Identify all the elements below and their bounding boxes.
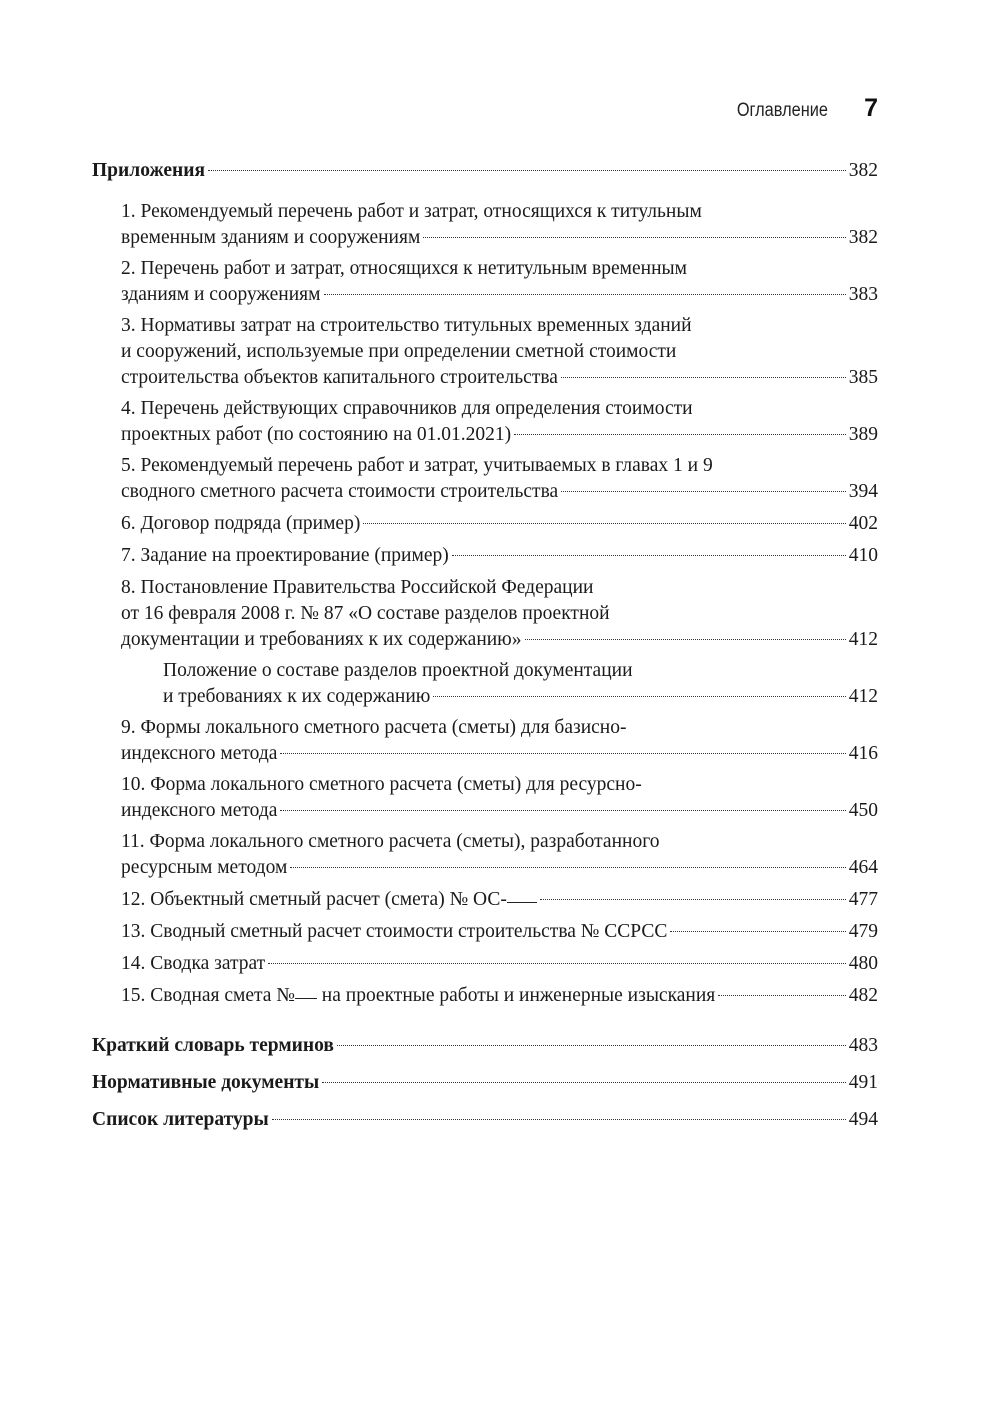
toc-page-number: 477 — [848, 889, 878, 910]
dot-leader — [561, 377, 846, 378]
blank-underline — [507, 902, 537, 903]
dot-leader — [452, 555, 846, 556]
toc-entry-last-line: зданиям и сооружениям — [121, 284, 321, 305]
toc-page-number: 383 — [848, 284, 878, 305]
toc-entry-appendix-5[interactable] — [121, 453, 878, 505]
toc-page-number: 491 — [848, 1072, 878, 1093]
toc-page-number: 412 — [848, 629, 878, 650]
toc-entry-last-line: и требованиях к их содержанию — [163, 686, 431, 707]
toc-entry-last-line: индексного метода — [121, 800, 278, 821]
toc-entry-title: Нормативные документы — [92, 1072, 320, 1093]
toc-entry-appendix-8[interactable] — [121, 575, 878, 653]
toc-entry-line: 8. Постановление Правительства Российской Федерации — [121, 577, 594, 598]
toc-entry-title: Краткий словарь терминов — [92, 1035, 334, 1056]
toc-entry-glossary[interactable] — [92, 1033, 878, 1059]
dot-leader — [423, 237, 845, 238]
dot-leader — [525, 639, 846, 640]
toc-page-number: 412 — [848, 686, 878, 707]
blank-underline — [295, 998, 317, 999]
dot-leader — [433, 696, 845, 697]
dot-leader — [208, 170, 846, 171]
toc-entry-appendix-10[interactable] — [121, 772, 878, 824]
running-head-title: Оглавление — [736, 100, 829, 121]
toc-entry-line: Положение о составе разделов проектной документации — [163, 660, 633, 681]
toc-entry-appendix-11[interactable] — [121, 829, 878, 881]
toc-page-number: 394 — [848, 481, 878, 502]
toc-entry-appendix-15[interactable] — [121, 983, 878, 1009]
toc-entry-last-line: документации и требованиях к их содержанию» — [121, 629, 522, 650]
toc-entry-text: на проектные работы и инженерные изыскания — [316, 985, 716, 1006]
page-number: 7 — [864, 94, 878, 122]
toc-entry-line: 5. Рекомендуемый перечень работ и затрат, учитываемых в главах 1 и 9 — [121, 455, 713, 476]
toc-entry-text: 15. Сводная смета № — [121, 985, 295, 1006]
toc-entry-title: Приложения — [92, 160, 206, 181]
running-head — [722, 94, 878, 123]
toc-page-number: 402 — [848, 513, 878, 534]
toc-entry-last-line: сводного сметного расчета стоимости строительства — [121, 481, 559, 502]
toc-page-number: 385 — [848, 367, 878, 388]
toc-entry-normative-documents[interactable] — [92, 1070, 878, 1096]
toc-page-number: 479 — [848, 921, 878, 942]
toc-page-number: 382 — [848, 160, 878, 181]
toc-page-number: 450 — [848, 800, 878, 821]
toc-page-number: 483 — [848, 1035, 878, 1056]
toc-entry-line: 4. Перечень действующих справочников для определения стоимости — [121, 398, 693, 419]
toc-entry-literature[interactable] — [92, 1107, 878, 1133]
toc-page-number: 464 — [848, 857, 878, 878]
toc-entry-appendix-13[interactable] — [121, 919, 878, 945]
dot-leader — [290, 867, 845, 868]
dot-leader — [670, 931, 845, 932]
dot-leader — [322, 1082, 846, 1083]
toc-entry-last-line — [121, 887, 537, 913]
toc-entry-line: от 16 февраля 2008 г. № 87 «О составе разделов проектной — [121, 603, 610, 624]
toc-entry-appendix-1[interactable] — [121, 199, 878, 251]
toc-page-number: 382 — [848, 227, 878, 248]
toc-entry-last-line: 13. Сводный сметный расчет стоимости строительства № ССРСС — [121, 921, 668, 942]
dot-leader — [337, 1045, 846, 1046]
toc-entry-last-line: ресурсным методом — [121, 857, 288, 878]
toc-entry-last-line: проектных работ (по состоянию на 01.01.2021) — [121, 424, 512, 445]
dot-leader — [561, 491, 846, 492]
toc-page-number: 389 — [848, 424, 878, 445]
toc-page-number: 482 — [848, 985, 878, 1006]
dot-leader — [272, 1119, 846, 1120]
toc-entry-line: 10. Форма локального сметного расчета (сметы) для ресурсно- — [121, 774, 642, 795]
toc-entry-last-line: строительства объектов капитального строительства — [121, 367, 558, 388]
toc-entry-last-line: временным зданиям и сооружениям — [121, 227, 421, 248]
toc-entry-line: 11. Форма локального сметного расчета (сметы), разработанного — [121, 831, 660, 852]
toc-entry-appendix-2[interactable] — [121, 256, 878, 308]
toc-entry-last-line: 14. Сводка затрат — [121, 953, 266, 974]
toc-entry-text: 12. Объектный сметный расчет (смета) № ОС- — [121, 889, 507, 910]
dot-leader — [324, 294, 846, 295]
toc-entry-line: 9. Формы локального сметного расчета (сметы) для базисно- — [121, 717, 627, 738]
toc-entry-last-line: индексного метода — [121, 743, 278, 764]
dot-leader — [280, 810, 845, 811]
dot-leader — [540, 899, 846, 900]
toc-entry-appendix-3[interactable] — [121, 313, 878, 391]
toc-page-number: 416 — [848, 743, 878, 764]
toc-entry-appendix-6[interactable] — [121, 511, 878, 537]
toc-entry-appendix-12[interactable] — [121, 887, 878, 913]
toc-entry-last-line — [121, 983, 715, 1009]
table-of-contents — [92, 158, 878, 1133]
toc-page-number: 480 — [848, 953, 878, 974]
toc-entry-appendix-14[interactable] — [121, 951, 878, 977]
toc-entry-appendices[interactable] — [92, 158, 878, 184]
toc-entry-title: Список литературы — [92, 1109, 269, 1130]
toc-page-number: 494 — [848, 1109, 878, 1130]
toc-entry-line: 1. Рекомендуемый перечень работ и затрат, относящихся к титульным — [121, 201, 702, 222]
toc-entry-line: и сооружений, используемые при определении сметной стоимости — [121, 341, 677, 362]
toc-entry-appendix-9[interactable] — [121, 715, 878, 767]
toc-entry-last-line: 6. Договор подряда (пример) — [121, 513, 361, 534]
dot-leader — [363, 523, 845, 524]
toc-entry-line: 2. Перечень работ и затрат, относящихся к нетитульным временным — [121, 258, 687, 279]
dot-leader — [280, 753, 845, 754]
dot-leader — [268, 963, 846, 964]
toc-page-number: 410 — [848, 545, 878, 566]
dot-leader — [718, 995, 846, 996]
toc-entry-line: 3. Нормативы затрат на строительство титульных временных зданий — [121, 315, 692, 336]
dot-leader — [514, 434, 846, 435]
toc-entry-appendix-4[interactable] — [121, 396, 878, 448]
toc-entry-last-line: 7. Задание на проектирование (пример) — [121, 545, 449, 566]
toc-entry-appendix-8-regulation[interactable] — [163, 658, 878, 710]
toc-entry-appendix-7[interactable] — [121, 543, 878, 569]
